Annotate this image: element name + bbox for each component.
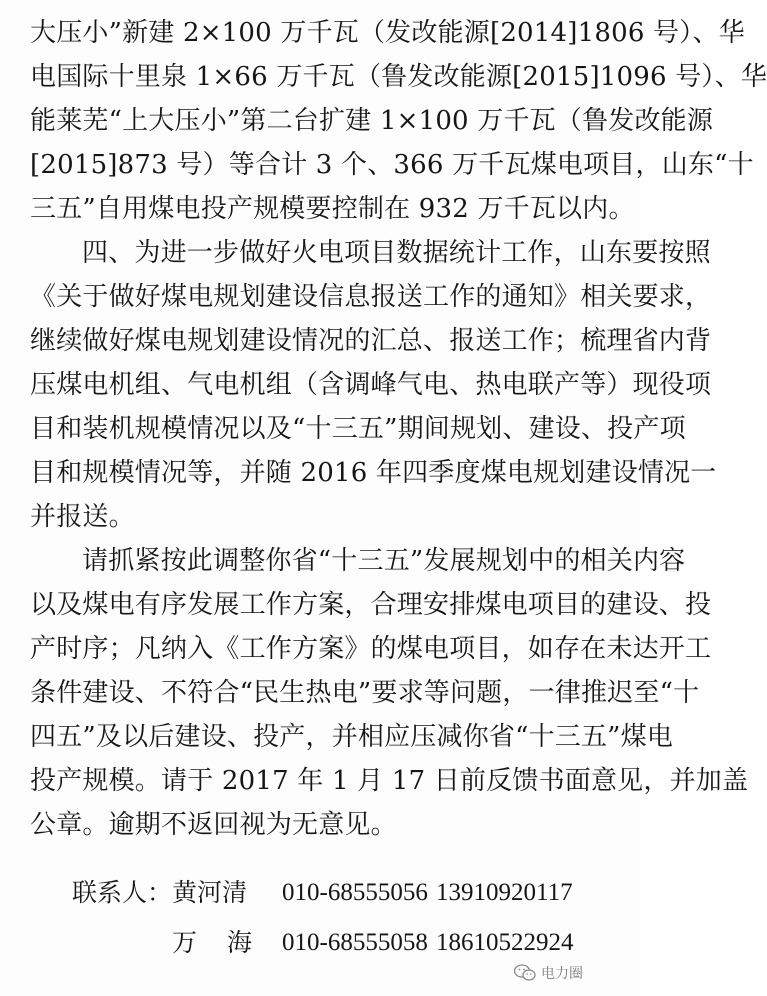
- body-line-18: 投产规模。请于 2017 年 1 月 17 日前反馈书面意见，并加盖: [30, 766, 749, 796]
- contact-name: 万海: [172, 928, 283, 957]
- body-line-15: 产时序；凡纳入《工作方案》的煤电项目，如存在未达开工: [30, 634, 712, 664]
- body-line-8: 继续做好煤电规划建设情况的汇总、报送工作；梳理省内背: [30, 326, 712, 356]
- body-line-16: 条件建设、不符合“民生热电”要求等问题，一律推迟至“十: [30, 678, 700, 708]
- contact-mobile: 13910920117: [436, 879, 573, 906]
- contact-phone: 010-68555056: [282, 879, 428, 906]
- body-line-6: 四、为进一步做好火电项目数据统计工作，山东要按照: [82, 238, 711, 268]
- body-line-4: [2015]873 号）等合计 3 个、366 万千瓦煤电项目，山东“十: [30, 150, 754, 180]
- contact-label: 联系人：: [72, 878, 173, 907]
- contact-mobile: 18610522924: [436, 929, 574, 956]
- wechat-icon: [514, 964, 536, 982]
- body-line-3: 能莱芜“上大压小”第二台扩建 1×100 万千瓦（鲁发改能源: [30, 106, 714, 136]
- body-line-5: 三五”自用煤电投产规模要控制在 932 万千瓦以内。: [30, 194, 635, 224]
- body-line-1: 大压小”新建 2×100 万千瓦（发改能源[2014]1806 号）、华: [30, 18, 745, 48]
- body-line-11: 目和规模情况等，并随 2016 年四季度煤电规划建设情况一: [30, 458, 717, 488]
- body-line-9: 压煤电机组、气电机组（含调峰气电、热电联产等）现役项: [30, 370, 712, 400]
- watermark: [514, 960, 583, 986]
- body-line-2: 电国际十里泉 1×66 万千瓦（鲁发改能源[2015]1096 号）、华: [30, 62, 767, 92]
- watermark-text: 电力圈: [541, 966, 583, 982]
- body-line-19: 公章。逾期不返回视为无意见。: [30, 810, 397, 840]
- contact-phone: 010-68555058: [282, 929, 428, 956]
- body-line-7: 《关于做好煤电规划建设信息报送工作的通知》相关要求，: [30, 282, 712, 312]
- body-line-13: 请抓紧按此调整你省“十三五”发展规划中的相关内容: [82, 546, 686, 576]
- body-line-12: 并报送。: [30, 502, 135, 532]
- contact-name: 黄河清: [172, 878, 248, 907]
- body-line-10: 目和装机规模情况以及“十三五”期间规划、建设、投产项: [30, 414, 686, 444]
- body-line-17: 四五”及以后建设、投产，并相应压减你省“十三五”煤电: [30, 722, 674, 752]
- body-line-14: 以及煤电有序发展工作方案，合理安排煤电项目的建设、投: [30, 590, 712, 620]
